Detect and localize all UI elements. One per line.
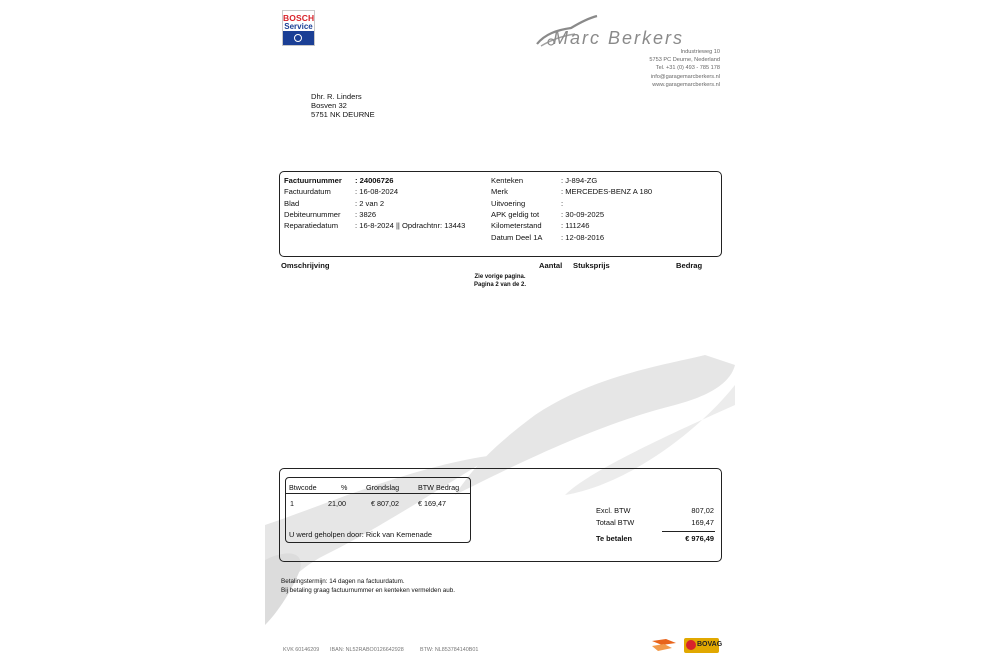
helped-by: U werd geholpen door: Rick van Kemenade [289,530,432,539]
info-label: Kilometerstand [491,221,542,231]
info-value: : 16-08-2024 [355,187,399,197]
total-btw-value: 169,47 [691,518,714,527]
btw-header-amount: BTW Bedrag [418,483,460,492]
info-value: : 3826 [355,209,377,219]
bosch-emblem [283,31,314,45]
bosch-service-logo [282,10,315,46]
btw-header-divider [286,493,470,494]
to-pay-value: € 976,49 [685,534,714,543]
info-label: Factuurdatum [284,187,331,197]
btw-amount: € 169,47 [418,499,446,508]
btw-header-percent: % [341,483,348,492]
column-description: Omschrijving [281,261,330,270]
footer-btw: BTW: NL853784140B01 [420,647,479,653]
info-value: : [561,198,564,208]
info-label: Reparatiedatum [284,221,339,231]
btw-base: € 807,02 [371,499,399,508]
info-label: Factuurnummer [284,176,342,185]
btw-percent: 21,00 [328,499,346,508]
btw-header-code: Btwcode [289,483,317,492]
info-value: : 30-09-2025 [561,209,605,219]
column-unit-price: Stuksprijs [573,261,610,270]
info-value: : J-894-ZG [561,176,598,185]
btw-code: 1 [290,499,294,508]
marc-berkers-logo-text: Marc Berkers [553,28,685,48]
info-label: Datum Deel 1A [491,232,543,242]
info-value: : 111246 [561,221,590,231]
certification-flag-icon [652,639,676,652]
info-label: Blad [284,198,300,208]
column-quantity: Aantal [539,261,563,270]
payment-terms: Betalingstermijn: 14 dagen na factuurdatum. Bij betaling graag factuurnummer en kenteken vermelden aub. [281,578,455,594]
bosch-logo-text: BOSCH [283,13,315,23]
info-label: APK geldig tot [491,209,540,219]
info-label: Merk [491,187,508,197]
to-pay-label: Te betalen [596,534,633,543]
btw-header-base: Grondslag [366,483,400,492]
totals-divider [662,531,715,532]
info-label: Uitvoering [491,198,526,208]
info-label: Kenteken [491,176,524,185]
info-label: Debiteurnummer [284,209,341,219]
bovag-badge: BOVAG [684,638,719,653]
info-value: : 16-8-2024 || Opdrachtnr: 13443 [355,221,466,231]
info-value: : 24006726 [355,176,394,185]
company-address: Industrieweg 10 5753 PC Deurne, Nederland Tel. +31 (0) 493 - 785 178 info@garagemarcberkers.nl www.garagemarcberkers.nl [649,49,720,88]
info-value: : 2 van 2 [355,198,385,208]
bosch-service-text: Service [284,22,313,31]
excl-btw-value: 807,02 [691,506,714,515]
recipient-address: Dhr. R. Linders Bosven 32 5751 NK DEURNE [311,92,375,120]
bovag-emblem-icon [686,640,696,650]
footer-kvk: KVK 60146209 [283,647,320,653]
info-value: : 12-08-2016 [561,232,605,242]
column-amount: Bedrag [676,261,703,270]
page-note: Zie vorige pagina. Pagina 2 van de 2. [473,274,527,288]
footer-iban: IBAN: NL52RABO0126642928 [330,647,404,653]
excl-btw-label: Excl. BTW [596,506,631,515]
info-value: : MERCEDES-BENZ A 180 [561,187,653,197]
total-btw-label: Totaal BTW [596,518,635,527]
